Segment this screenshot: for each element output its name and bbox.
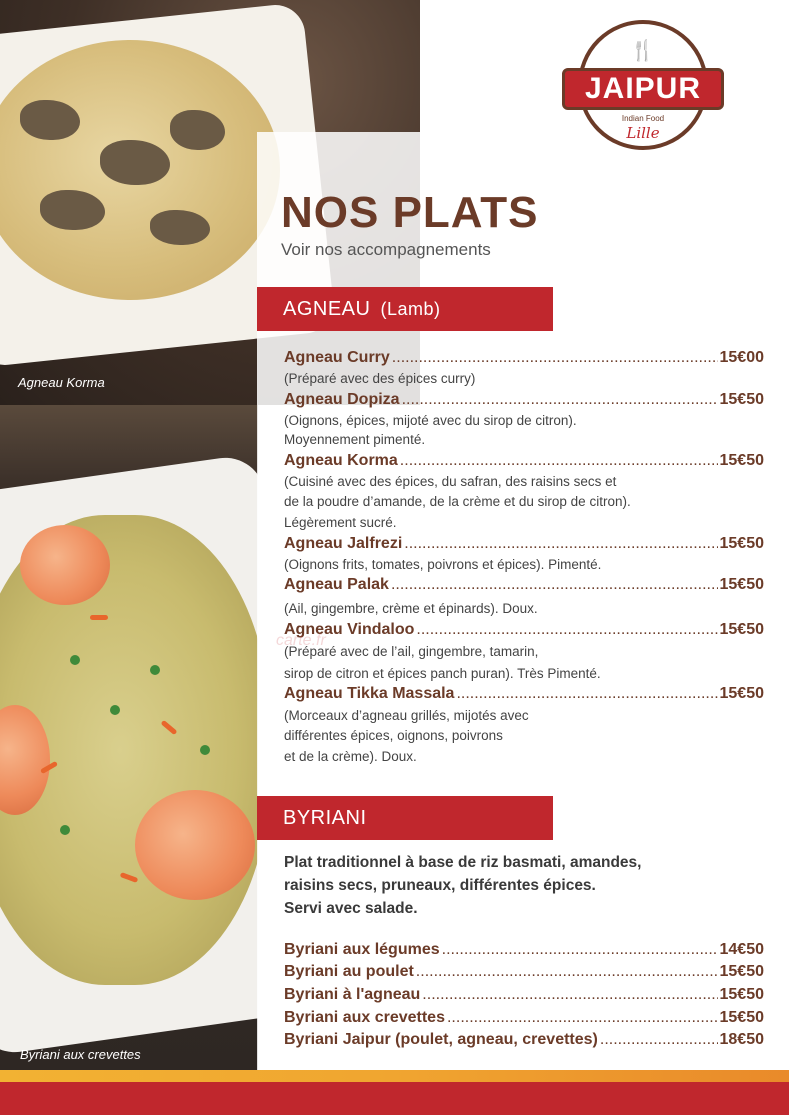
item-desc: (Oignons frits, tomates, poivrons et épices). Pimenté. bbox=[284, 557, 602, 572]
item-price: 15€00 bbox=[719, 349, 764, 366]
dot-leader bbox=[404, 535, 717, 553]
byriani-intro: Servi avec salade. bbox=[284, 900, 418, 917]
menu-item-byriani-jaipur bbox=[284, 1031, 764, 1049]
item-desc: (Préparé avec de l’ail, gingembre, tamarin, bbox=[284, 644, 539, 659]
pea bbox=[150, 665, 160, 675]
item-name: Byriani Jaipur (poulet, agneau, crevettes) bbox=[284, 1031, 598, 1048]
menu-item-agneau-korma bbox=[284, 452, 764, 470]
section-label: BYRIANI bbox=[283, 807, 367, 829]
photo-byriani-crevettes bbox=[0, 405, 258, 1070]
item-price: 14€50 bbox=[719, 941, 764, 958]
meat-piece bbox=[150, 210, 210, 245]
item-desc: sirop de citron et épices panch puran). Très Pimenté. bbox=[284, 666, 601, 681]
dot-leader bbox=[416, 621, 717, 639]
pea bbox=[200, 745, 210, 755]
shrimp bbox=[135, 790, 255, 900]
accompaniments-link[interactable]: Voir nos accompagnements bbox=[281, 240, 491, 259]
logo-city: Lille bbox=[626, 124, 660, 142]
dot-leader bbox=[416, 963, 718, 981]
byriani-intro: raisins secs, pruneaux, différentes épices. bbox=[284, 877, 596, 894]
pea bbox=[110, 705, 120, 715]
dot-leader bbox=[402, 391, 718, 409]
menu-item-agneau-vindaloo bbox=[284, 621, 764, 639]
item-desc: (Cuisiné avec des épices, du safran, des raisins secs et bbox=[284, 474, 617, 489]
meat-piece bbox=[20, 100, 80, 140]
pea bbox=[60, 825, 70, 835]
item-desc: Légèrement sucré. bbox=[284, 515, 397, 530]
shrimp bbox=[20, 525, 110, 605]
item-name: Agneau Jalfrezi bbox=[284, 535, 403, 552]
item-price: 15€50 bbox=[719, 986, 764, 1003]
item-name: Agneau Korma bbox=[284, 452, 398, 469]
section-label: AGNEAU bbox=[283, 298, 371, 320]
dot-leader bbox=[456, 685, 717, 703]
item-name: Agneau Curry bbox=[284, 349, 390, 366]
footer-stripe-yellow bbox=[0, 1070, 789, 1082]
dot-leader bbox=[442, 941, 718, 959]
item-name: Byriani à l'agneau bbox=[284, 986, 421, 1003]
dot-leader bbox=[391, 576, 718, 594]
item-desc: et de la crème). Doux. bbox=[284, 749, 417, 764]
item-desc: (Oignons, épices, mijoté avec du sirop de citron). bbox=[284, 413, 577, 428]
menu-item-agneau-dopiza bbox=[284, 391, 764, 409]
item-name: Agneau Dopiza bbox=[284, 391, 400, 408]
item-name: Agneau Tikka Massala bbox=[284, 685, 455, 702]
item-price: 15€50 bbox=[719, 452, 764, 469]
dot-leader bbox=[600, 1031, 718, 1049]
item-desc: différentes épices, oignons, poivrons bbox=[284, 728, 503, 743]
section-header-agneau bbox=[257, 287, 553, 331]
item-price: 15€50 bbox=[719, 1009, 764, 1026]
pea bbox=[70, 655, 80, 665]
item-price: 15€50 bbox=[719, 621, 764, 638]
section-header-byriani bbox=[257, 796, 553, 840]
item-name: Byriani aux crevettes bbox=[284, 1009, 445, 1026]
menu-item-byriani-poulet bbox=[284, 963, 764, 981]
item-desc: (Préparé avec des épices curry) bbox=[284, 371, 476, 386]
dot-leader bbox=[392, 349, 718, 367]
menu-item-agneau-curry bbox=[284, 349, 764, 367]
item-desc: Moyennement pimenté. bbox=[284, 432, 426, 447]
item-name: Agneau Vindaloo bbox=[284, 621, 415, 638]
meat-piece bbox=[40, 190, 105, 230]
item-price: 15€50 bbox=[719, 391, 764, 408]
item-desc: de la poudre d’amande, de la crème et du sirop de citron). bbox=[284, 494, 631, 509]
carrot bbox=[90, 615, 108, 620]
item-name: Byriani aux légumes bbox=[284, 941, 440, 958]
item-price: 18€50 bbox=[719, 1031, 764, 1048]
menu-item-agneau-tikka-massala bbox=[284, 685, 764, 703]
menu-item-agneau-jalfrezi bbox=[284, 535, 764, 553]
logo-brand: JAIPUR bbox=[562, 68, 724, 110]
item-price: 15€50 bbox=[719, 576, 764, 593]
menu-item-byriani-crevettes bbox=[284, 1009, 764, 1027]
meat-piece bbox=[100, 140, 170, 185]
dot-leader bbox=[400, 452, 718, 470]
photo-caption-top: Agneau Korma bbox=[18, 375, 105, 390]
item-desc: (Ail, gingembre, crème et épinards). Doux. bbox=[284, 601, 538, 616]
byriani-intro: Plat traditionnel à base de riz basmati, amandes, bbox=[284, 854, 642, 871]
menu-item-byriani-legumes bbox=[284, 941, 764, 959]
item-name: Byriani au poulet bbox=[284, 963, 414, 980]
item-price: 15€50 bbox=[719, 535, 764, 552]
logo-subtitle: Indian Food bbox=[621, 114, 665, 123]
fork-knife-icon: 🍴 bbox=[630, 40, 657, 62]
item-price: 15€50 bbox=[719, 963, 764, 980]
item-desc: (Morceaux d’agneau grillés, mijotés avec bbox=[284, 708, 529, 723]
meat-piece bbox=[170, 110, 225, 150]
footer-stripe-red bbox=[0, 1082, 789, 1115]
dot-leader bbox=[447, 1009, 718, 1027]
item-name: Agneau Palak bbox=[284, 576, 389, 593]
menu-item-byriani-agneau bbox=[284, 986, 764, 1004]
dot-leader bbox=[422, 986, 717, 1004]
photo-caption-bottom: Byriani aux crevettes bbox=[20, 1047, 141, 1062]
menu-item-agneau-palak bbox=[284, 576, 764, 594]
section-extra: (Lamb) bbox=[380, 299, 441, 319]
page-title: NOS PLATS bbox=[281, 188, 539, 237]
item-price: 15€50 bbox=[719, 685, 764, 702]
watermark: carte.fr bbox=[276, 632, 326, 649]
